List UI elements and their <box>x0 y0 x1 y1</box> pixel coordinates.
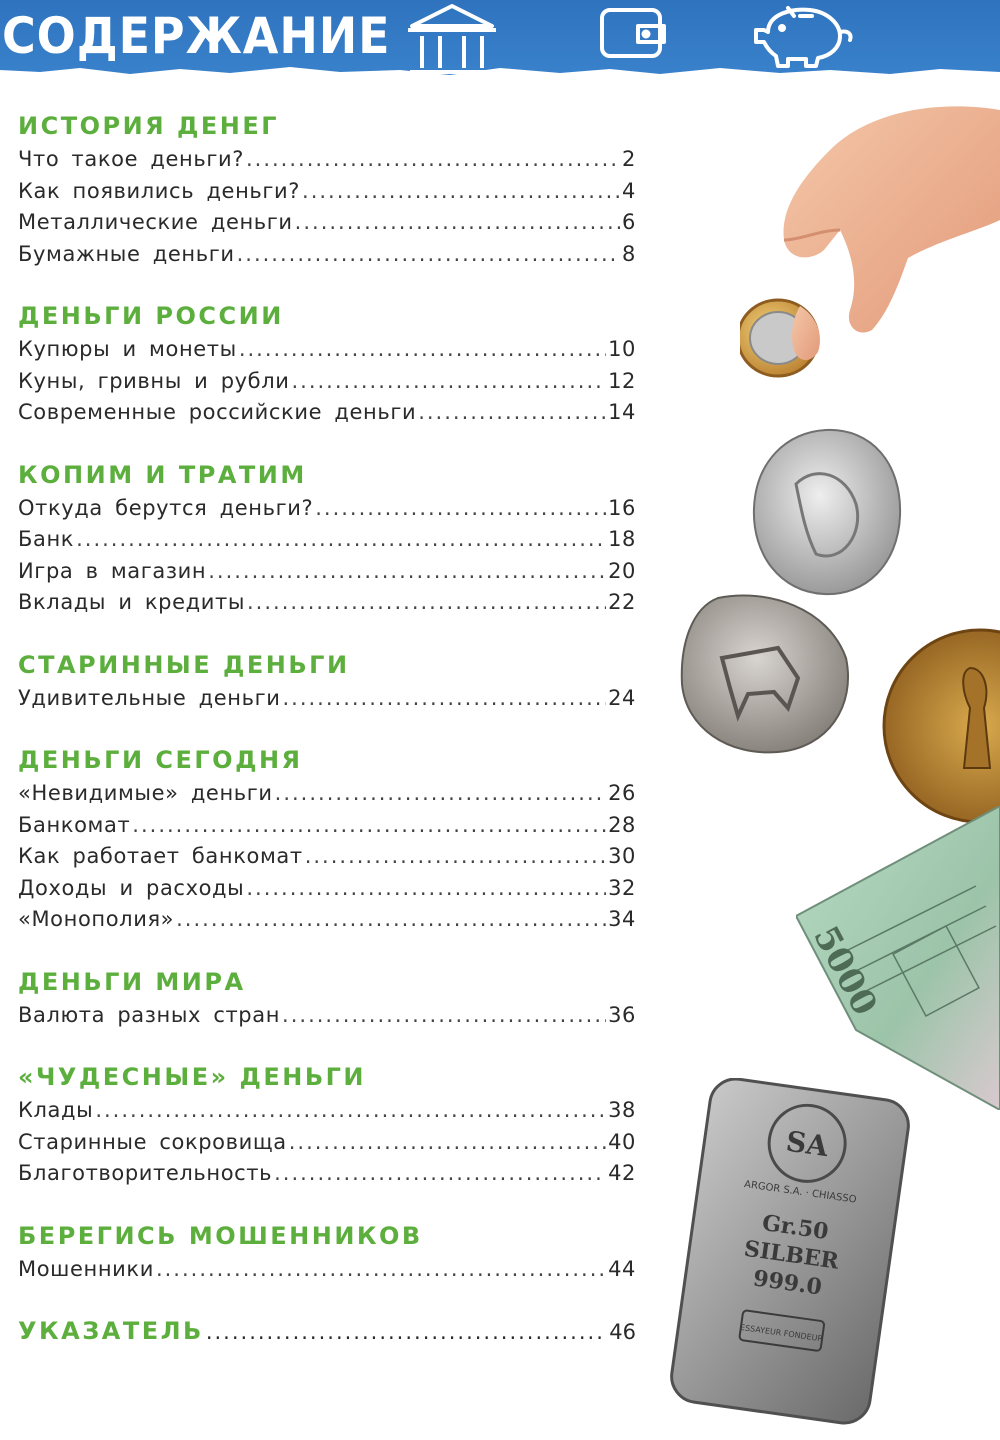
entry-title: Куны, гривны и рубли <box>18 368 290 393</box>
torn-paper-edge <box>0 58 1000 80</box>
svg-text:SA: SA <box>784 1124 831 1164</box>
toc-entry[interactable] <box>18 1127 636 1159</box>
entry-page: 40 <box>608 1129 636 1154</box>
bar-purity: 999.0 <box>751 1265 824 1301</box>
entry-title: Бумажные деньги <box>18 241 235 266</box>
dot-leader <box>239 334 606 366</box>
entry-title: Металлические деньги <box>18 210 293 234</box>
toc-section <box>18 298 636 429</box>
toc-entry[interactable] <box>18 1000 636 1032</box>
dot-leader <box>95 1095 606 1127</box>
toc-entry[interactable] <box>18 810 636 842</box>
section-heading: ИСТОРИЯ ДЕНЕГ <box>18 112 280 140</box>
entry-page: 2 <box>622 147 636 171</box>
bar-metal: SILBER <box>742 1235 841 1275</box>
toc-section <box>18 1218 636 1286</box>
dot-leader <box>282 1000 606 1032</box>
dot-leader <box>246 144 620 176</box>
toc-entry[interactable] <box>18 176 636 208</box>
table-of-contents <box>18 108 636 1349</box>
entry-title: «Монополия» <box>18 907 175 931</box>
dot-leader <box>282 683 606 715</box>
bar-weight: Gr.50 <box>760 1210 831 1246</box>
entry-title: Откуда берутся деньги? <box>18 495 314 520</box>
dot-leader <box>295 207 620 239</box>
dot-leader <box>418 397 606 429</box>
silver-coin-image <box>746 424 906 600</box>
entry-title: Банкомат <box>18 812 131 837</box>
entry-page: 4 <box>622 178 636 203</box>
dot-leader <box>275 778 606 810</box>
toc-section <box>18 964 636 1032</box>
entry-page: 32 <box>608 875 636 900</box>
index-entry[interactable] <box>18 1313 636 1349</box>
entry-page: 6 <box>622 210 636 234</box>
toc-entry[interactable] <box>18 1095 636 1127</box>
entry-page: 36 <box>608 1002 636 1027</box>
hand-with-coin-image <box>740 90 1000 380</box>
dot-leader <box>206 1314 607 1350</box>
entry-title: Старинные сокровища <box>18 1129 287 1154</box>
section-heading: СТАРИННЫЕ ДЕНЬГИ <box>18 650 350 679</box>
toc-entry[interactable] <box>18 493 636 525</box>
dot-leader <box>305 841 606 873</box>
dot-leader <box>208 556 606 588</box>
dot-leader <box>291 366 606 398</box>
gold-coin-image <box>880 628 1000 824</box>
entry-page: 44 <box>608 1256 636 1281</box>
entry-title: Вклады и кредиты <box>18 590 245 614</box>
section-heading: ДЕНЬГИ СЕГОДНЯ <box>18 746 303 774</box>
toc-entry[interactable] <box>18 239 636 271</box>
entry-page: 38 <box>608 1098 636 1122</box>
dot-leader <box>132 810 606 842</box>
toc-entry[interactable] <box>18 334 636 366</box>
entry-page: 20 <box>608 558 636 583</box>
bar-stamp: ARGOR S.A. · CHIASSO <box>743 1179 858 1206</box>
entry-page: 8 <box>622 241 636 266</box>
entry-title: Благотворительность <box>18 1161 273 1185</box>
banknote-numeral: 5000 <box>805 919 885 1022</box>
toc-entry[interactable] <box>18 556 636 588</box>
entry-title: Как работает банкомат <box>18 844 303 868</box>
dot-leader <box>76 524 606 556</box>
index-heading: УКАЗАТЕЛЬ <box>18 1317 204 1345</box>
section-heading: ДЕНЬГИ МИРА <box>18 967 246 996</box>
entry-title: Валюта разных стран <box>18 1002 281 1027</box>
page-title: СОДЕРЖАНИЕ <box>2 7 391 65</box>
toc-entry[interactable] <box>18 366 636 398</box>
toc-entry[interactable] <box>18 397 636 429</box>
dot-leader <box>156 1254 606 1286</box>
banknote-image <box>796 806 1000 1110</box>
toc-entry[interactable] <box>18 144 636 176</box>
entry-page: 26 <box>608 781 636 805</box>
silver-coin-horse-image <box>678 588 856 756</box>
toc-entry[interactable] <box>18 683 636 715</box>
wallet-icon <box>598 4 668 60</box>
entry-page: 22 <box>608 590 636 614</box>
section-heading: КОПИМ И ТРАТИМ <box>18 460 307 489</box>
section-heading: «ЧУДЕСНЫЕ» ДЕНЬГИ <box>18 1063 367 1091</box>
page-header <box>0 0 1000 80</box>
entry-title: Купюры и монеты <box>18 337 237 361</box>
toc-entry[interactable] <box>18 207 636 239</box>
toc-entry[interactable] <box>18 873 636 905</box>
entry-title: «Невидимые» деньги <box>18 781 273 805</box>
entry-page: 28 <box>608 812 636 837</box>
entry-page: 12 <box>608 368 636 393</box>
dot-leader <box>176 904 606 936</box>
dot-leader <box>237 239 620 271</box>
toc-entry[interactable] <box>18 524 636 556</box>
entry-page: 46 <box>609 1320 636 1344</box>
entry-title: Современные российские деньги <box>18 400 417 424</box>
entry-page: 24 <box>608 685 636 710</box>
silver-bar-image <box>660 1078 922 1428</box>
entry-title: Доходы и расходы <box>18 875 245 900</box>
entry-page: 10 <box>608 337 636 361</box>
dot-leader <box>247 587 606 619</box>
toc-section <box>18 647 636 715</box>
entry-title: Клады <box>18 1098 94 1122</box>
entry-page: 42 <box>608 1161 636 1185</box>
entry-title: Банк <box>18 527 75 551</box>
toc-entry[interactable] <box>18 778 636 810</box>
dot-leader <box>289 1127 606 1159</box>
entry-title: Игра в магазин <box>18 558 207 583</box>
entry-title: Как появились деньги? <box>18 178 301 203</box>
toc-entry[interactable] <box>18 904 636 936</box>
toc-entry[interactable] <box>18 841 636 873</box>
section-heading: БЕРЕГИСЬ МОШЕННИКОВ <box>18 1221 423 1250</box>
toc-entry[interactable] <box>18 587 636 619</box>
toc-section <box>18 108 636 270</box>
entry-title: Мошенники <box>18 1256 154 1281</box>
entry-page: 18 <box>608 527 636 551</box>
toc-section <box>18 1059 636 1190</box>
entry-page: 34 <box>608 907 636 931</box>
entry-page: 30 <box>608 844 636 868</box>
entry-page: 14 <box>608 400 636 424</box>
toc-entry[interactable] <box>18 1158 636 1190</box>
dot-leader <box>246 873 606 905</box>
dot-leader <box>315 493 606 525</box>
bar-small-stamp: ESSAYEUR FONDEUR <box>739 1322 824 1344</box>
toc-section <box>18 742 636 936</box>
dot-leader <box>274 1158 606 1190</box>
entry-page: 16 <box>608 495 636 520</box>
dot-leader <box>302 176 620 208</box>
toc-section <box>18 457 636 619</box>
section-heading: ДЕНЬГИ РОССИИ <box>18 302 284 330</box>
toc-entry[interactable] <box>18 1254 636 1286</box>
entry-title: Что такое деньги? <box>18 147 244 171</box>
entry-title: Удивительные деньги <box>18 685 281 710</box>
